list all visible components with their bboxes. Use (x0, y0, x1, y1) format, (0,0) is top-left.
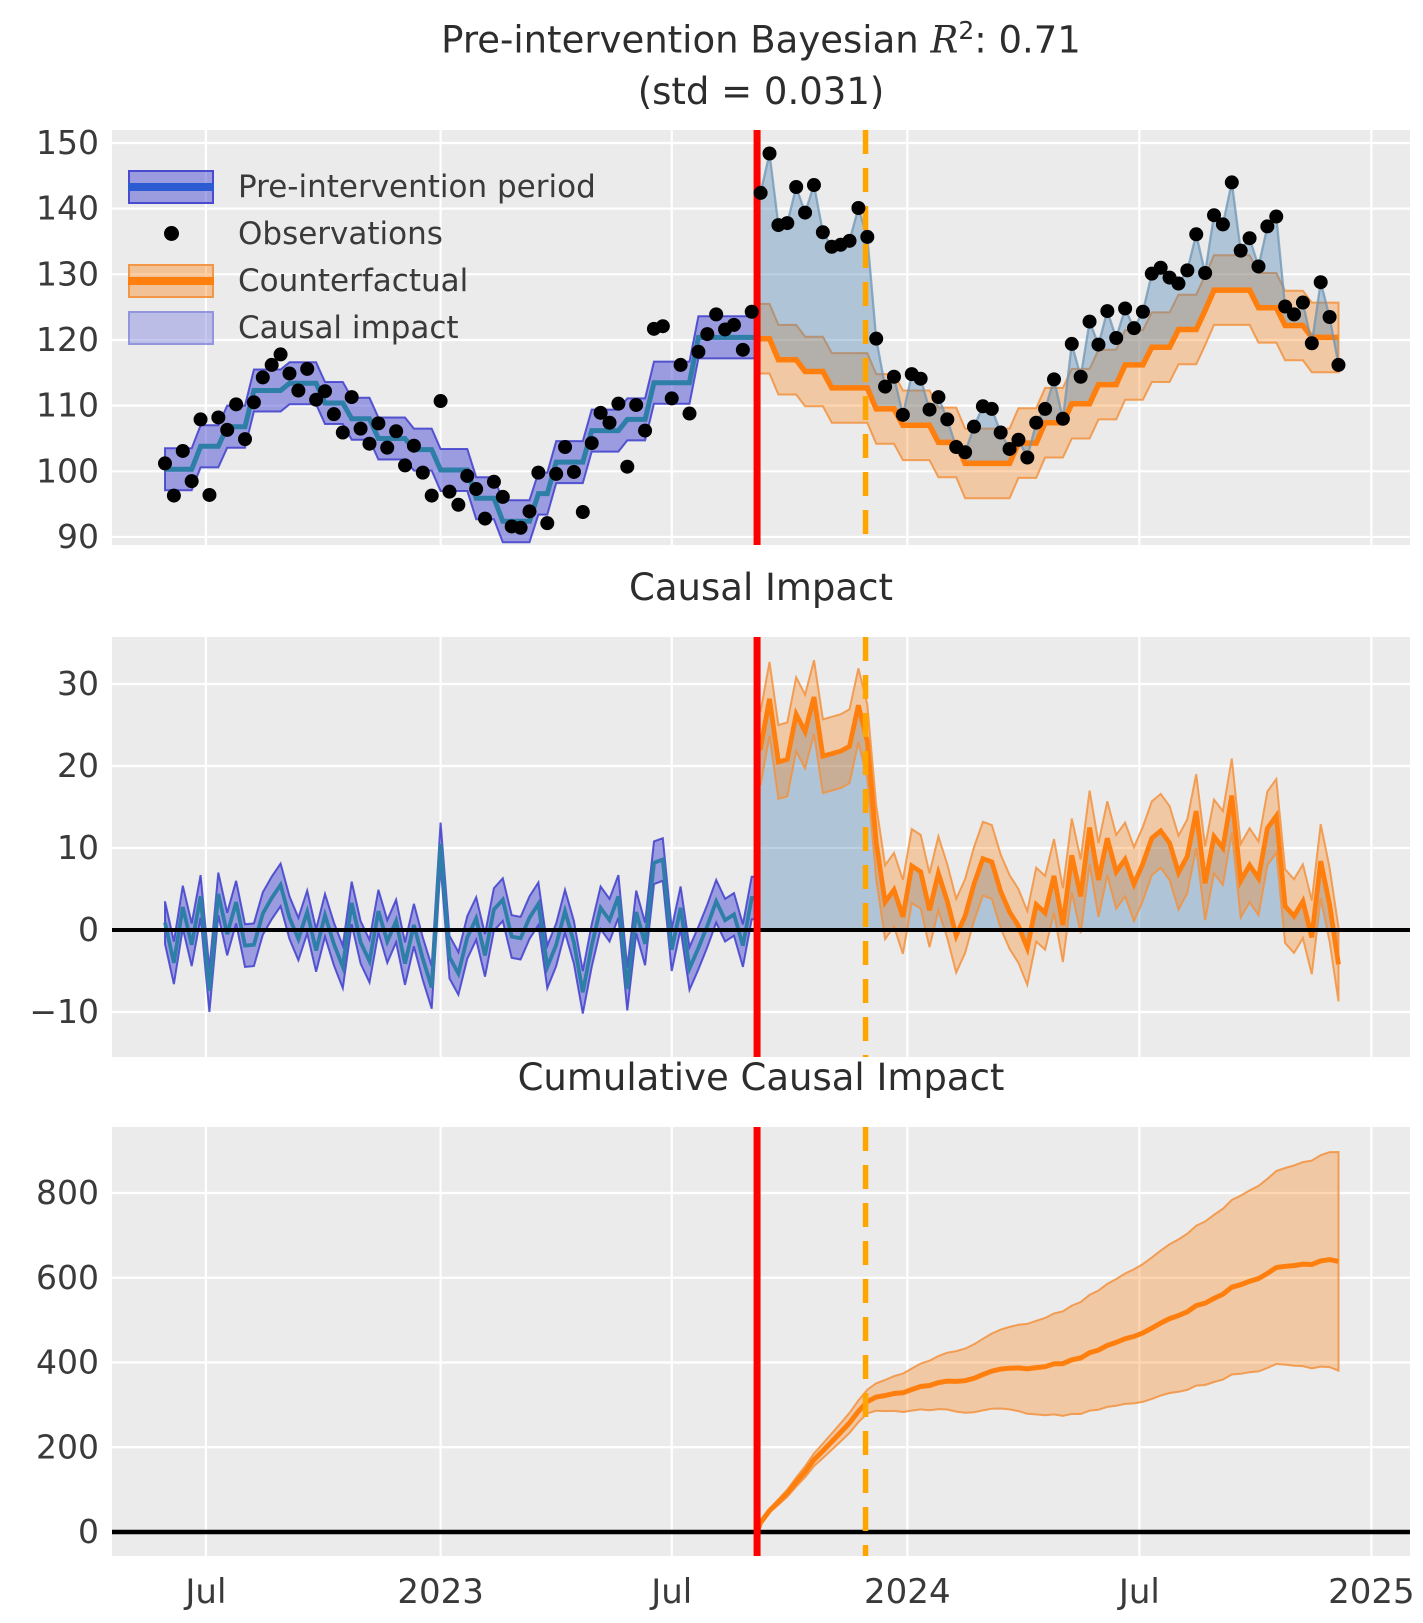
observation-dot (958, 445, 972, 459)
observation-dot (1243, 231, 1257, 245)
observation-dot (202, 488, 216, 502)
legend (128, 163, 596, 351)
observation-dot (247, 395, 261, 409)
legend-label: Causal impact (238, 309, 459, 346)
observation-dot (514, 521, 528, 535)
observation-dot (843, 234, 857, 248)
observation-dot (1269, 210, 1283, 224)
observation-dot (1323, 310, 1337, 324)
r-squared-symbol: R (930, 18, 959, 62)
observation-dot (300, 362, 314, 376)
y-tick-label: 10 (57, 828, 99, 867)
y-tick-label: 400 (36, 1342, 99, 1382)
observation-dot (745, 305, 759, 319)
observation-dot (851, 201, 865, 215)
observation-dot (923, 403, 937, 417)
observation-dot (869, 332, 883, 346)
observation-dot (354, 422, 368, 436)
observation-dot (585, 436, 599, 450)
observation-dot (567, 465, 581, 479)
causal-impact-patch-swatch (128, 311, 214, 345)
legend-item-observations (128, 210, 596, 257)
legend-item-pre-intervention (128, 163, 596, 210)
observation-dot (709, 307, 723, 321)
observation-dot (1083, 315, 1097, 329)
bottom-panel-title: Cumulative Causal Impact (517, 1056, 1005, 1099)
observation-dot (540, 516, 554, 530)
legend-label: Observations (238, 215, 443, 252)
observation-dot (780, 216, 794, 230)
observation-dot (478, 512, 492, 526)
middle-panel-title: Causal Impact (629, 566, 893, 609)
observation-dot (576, 505, 590, 519)
observation-dot (345, 390, 359, 404)
observation-dot (700, 327, 714, 341)
observation-dot (887, 370, 901, 384)
observation-dot (1029, 416, 1043, 430)
observation-dot (1020, 451, 1034, 465)
observation-dot (1109, 331, 1123, 345)
observation-dot-icon (164, 226, 179, 241)
observation-dot (1331, 358, 1345, 372)
observation-dot (763, 147, 777, 161)
observation-dot (469, 482, 483, 496)
observation-dot (674, 358, 688, 372)
observation-dot (1180, 263, 1194, 277)
observation-dot (211, 410, 225, 424)
y-tick-label: 0 (78, 1512, 99, 1552)
y-tick-label: 100 (36, 451, 99, 491)
observation-dot (522, 504, 536, 518)
observation-dot (256, 370, 270, 384)
x-tick-label: Jul (185, 1572, 227, 1612)
x-tick-label: 2024 (864, 1572, 951, 1612)
observation-dot (1287, 307, 1301, 321)
observation-dot (531, 466, 545, 480)
observation-dot (291, 384, 305, 398)
counterfactual-line-icon (128, 277, 214, 285)
top-panel-subtitle: (std = 0.031) (637, 70, 885, 113)
observation-dot (442, 485, 456, 499)
x-tick-label: 2025 (1328, 1572, 1415, 1612)
observation-dot (1091, 338, 1105, 352)
observation-dot (931, 390, 945, 404)
observation-dot (736, 343, 750, 357)
observation-dot (1047, 372, 1061, 386)
observation-dot (398, 458, 412, 472)
observation-dot (1296, 296, 1310, 310)
y-tick-label: 20 (57, 746, 99, 785)
observation-dot (789, 180, 803, 194)
observation-dot (496, 490, 510, 504)
observation-dot (282, 366, 296, 380)
observation-dot (1011, 433, 1025, 447)
observation-dot (940, 412, 954, 426)
observation-dot (185, 474, 199, 488)
observation-dot (416, 466, 430, 480)
y-tick-label: −10 (29, 992, 99, 1031)
observation-dot (549, 467, 563, 481)
observation-dot (1065, 337, 1079, 351)
observation-dot (318, 384, 332, 398)
observation-dot (1056, 412, 1070, 426)
y-tick-label: 130 (36, 254, 99, 294)
observation-dot (371, 416, 385, 430)
observation-dot (327, 407, 341, 421)
observation-dot (158, 456, 172, 470)
observation-dot (389, 424, 403, 438)
y-tick-label: 110 (36, 385, 99, 425)
y-tick-label: 30 (57, 664, 99, 703)
observation-dot (665, 391, 679, 405)
y-tick-label: 90 (57, 516, 99, 556)
observation-dot (1251, 259, 1265, 273)
observations-dot-swatch (128, 217, 214, 251)
observation-dot (487, 475, 501, 489)
y-tick-label: 140 (36, 188, 99, 228)
x-tick-label: 2023 (397, 1572, 484, 1612)
observation-dot (336, 426, 350, 440)
observation-dot (807, 178, 821, 192)
legend-item-causal-impact (128, 304, 596, 351)
observation-dot (691, 345, 705, 359)
observation-dot (1171, 277, 1185, 291)
r-squared-exponent: 2 (958, 16, 975, 45)
y-tick-label: 120 (36, 319, 99, 359)
observation-dot (238, 432, 252, 446)
top-panel-title: Pre-intervention Bayesian $R^2$: 0.71 (441, 16, 1081, 62)
observation-dot (229, 397, 243, 411)
observation-dot (1225, 175, 1239, 189)
observation-dot (425, 489, 439, 503)
observation-dot (754, 186, 768, 200)
observation-dot (1305, 336, 1319, 350)
observation-dot (220, 423, 234, 437)
observation-dot (611, 397, 625, 411)
observation-dot (603, 416, 617, 430)
observation-dot (896, 408, 910, 422)
observation-dot (1234, 244, 1248, 258)
legend-item-counterfactual (128, 257, 596, 304)
observation-dot (1189, 227, 1203, 241)
legend-label: Pre-intervention period (238, 168, 596, 205)
observation-dot (558, 440, 572, 454)
observation-dot (683, 407, 697, 421)
observation-dot (167, 489, 181, 503)
observation-dot (985, 402, 999, 416)
observation-dot (1216, 217, 1230, 231)
observation-dot (1074, 370, 1088, 384)
y-tick-label: 200 (36, 1427, 99, 1467)
y-tick-label: 0 (78, 910, 99, 949)
observation-dot (798, 206, 812, 220)
observation-dot (994, 426, 1008, 440)
observation-dot (1127, 321, 1141, 335)
observation-dot (1314, 275, 1328, 289)
observation-dot (407, 439, 421, 453)
observation-dot (620, 460, 634, 474)
x-tick-label: Jul (1118, 1572, 1160, 1612)
legend-label: Counterfactual (238, 262, 469, 299)
observation-dot (914, 372, 928, 386)
observation-dot (451, 498, 465, 512)
y-tick-label: 800 (36, 1173, 99, 1212)
observation-dot (176, 444, 190, 458)
counterfactual-band-swatch (128, 264, 214, 298)
observation-dot (656, 319, 670, 333)
observation-dot (816, 225, 830, 239)
observation-dot (727, 318, 741, 332)
x-tick-label: Jul (651, 1572, 693, 1612)
observation-dot (1100, 304, 1114, 318)
pre-intervention-band-swatch (128, 170, 214, 204)
pre-intervention-line-icon (128, 183, 214, 191)
observation-dot (380, 441, 394, 455)
observation-dot (1198, 266, 1212, 280)
observation-dot (194, 412, 208, 426)
observation-dot (629, 398, 643, 412)
observation-dot (860, 230, 874, 244)
y-tick-label: 600 (36, 1257, 99, 1297)
y-tick-label: 150 (36, 123, 99, 162)
observation-dot (460, 469, 474, 483)
observation-dot (1136, 305, 1150, 319)
observation-dot (1038, 402, 1052, 416)
observation-dot (434, 394, 448, 408)
observation-dot (638, 424, 652, 438)
observation-dot (362, 437, 376, 451)
observation-dot (1118, 301, 1132, 315)
observation-dot (967, 420, 981, 434)
